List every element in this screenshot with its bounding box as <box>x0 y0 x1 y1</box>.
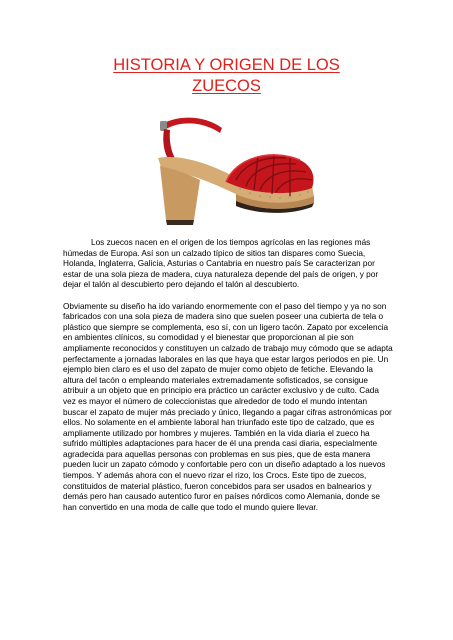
paragraph-2: Obviamente su diseño ha ido variando enormemente con el paso del tiempo y ya no son fabricados con una sola pieza de madera sino que suelen poseer una cubierta de tela o plástico que siempre se complementa, eso sí, con un ligero tacón. Zapato por excelencia en ambientes clínicos, su comodidad y el bienestar que proporcionan al pie son ampliamente reconocidos y constituyen un calzado de trabajo muy cómodo que se adapta perfectamente a jornadas laborales en las que haya que estar largos periodos en pie. Un ejemplo bien claro es el uso del zapato de mujer como objeto de fetiche. Elevando la altura del tacón o empleando materiales extremadamente sofisticados, se consigue atribuir a un objeto que en principio era práctico un carácter exclusivo y de culto. Cada vez es mayor el número de coleccionistas que alrededor de todo el mundo intentan buscar el zapato de mujer más preciado y único, llegando a pagar cifras astronómicas por ellos. No solamente en el ambiente laboral han triunfado este tipo de calzado, que es ampliamente utilizado por hombres y mujeres. También en la vida diaria el zueco ha sufrido múltiples adaptaciones para hacer de él una prenda casi diaria, especialmente agradecida para aquellas personas con problemas en sus pies, que de esta manera pueden lucir un zapato cómodo y confortable pero con un diseño adaptado a los nuevos tiempos. Y además ahora con el nuevo rizar el rizo, los Crocs. Este tipo de zuecos, constituidos de material plástico, fueron concebidos para ser usados en balnearios y demás pero han causado autentico furor en países nórdicos como Alemania, donde se han convertido en una moda de calle que todo el mundo quiere llevar. <box>63 301 393 512</box>
title-line-1: HISTORIA Y ORIGEN DE LOS <box>113 56 340 74</box>
paragraph-1: Los zuecos nacen en el origen de los tiempos agrícolas en las regiones más húmedas de Europa. Así son un calzado típico de sitios tan dispares como Suecia, Holanda, Inglaterra, Galicia, Asturias o Cantabria en nuestro país Se caracterizan por estar de una sola pieza de madera, cuya naturaleza depende del país de origen, y por dejar el talón al descubierto pero dejando el talón al descubierto. <box>63 238 379 290</box>
clog-shoe-image <box>140 108 318 230</box>
page-title <box>60 55 393 97</box>
document-body <box>63 238 393 524</box>
title-line-2: ZUECOS <box>192 77 261 95</box>
